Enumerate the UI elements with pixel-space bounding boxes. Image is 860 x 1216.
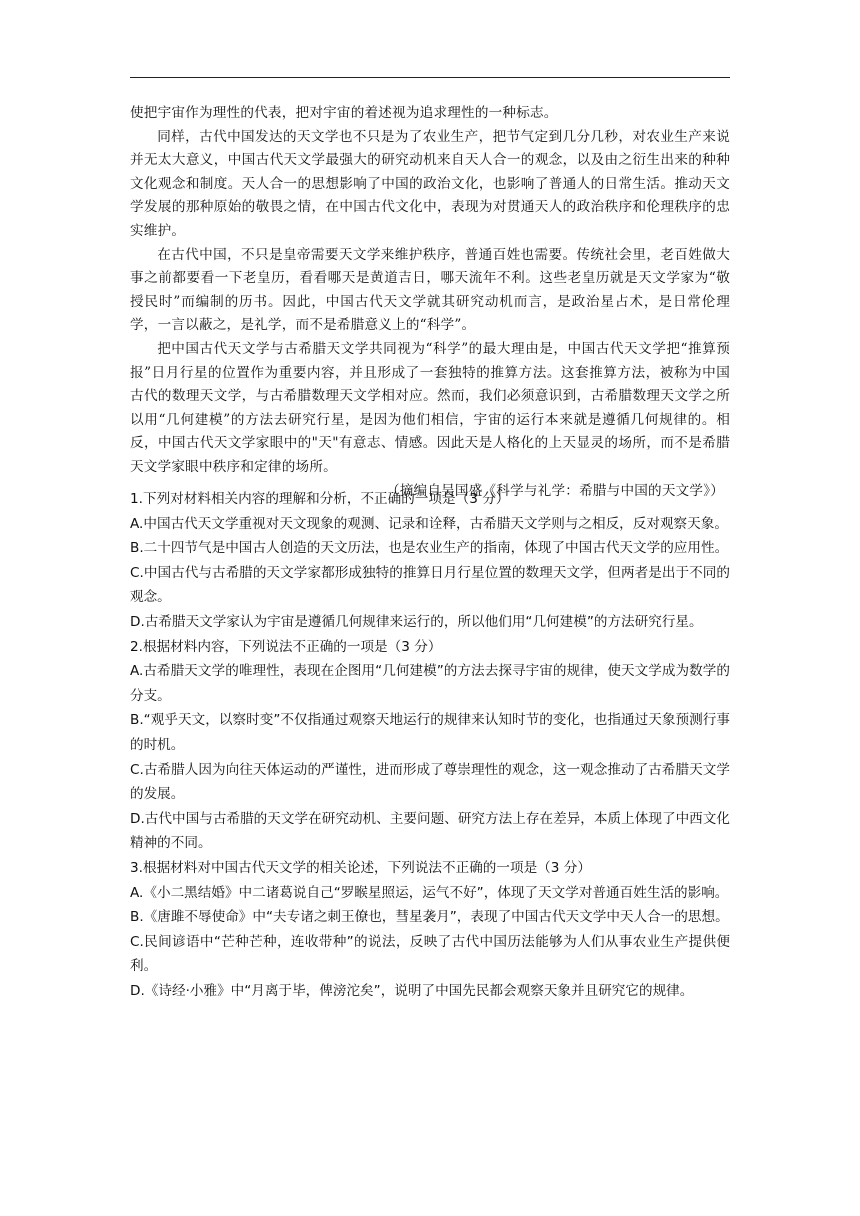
question-1 xyxy=(130,487,730,635)
passage-paragraph: 在古代中国，不只是皇帝需要天文学来维护秩序，普通百姓也需要。传统社会里，老百姓做大事之前都要看一下老皇历，看看哪天是黄道吉日，哪天流年不利。这些老皇历就是天文学家为“敬授民时”而编制的历书。因此，中国古代天文学就其研究动机而言，是政治星占术，是日常伦理学，一言以蔽之，是礼学，而不是希腊意义上的“科学”。 xyxy=(130,246,730,334)
passage-paragraph: 把中国古代天文学与古希腊天文学共同视为“科学”的最大理由是，中国古代天文学把“推算预报”日月行星的位置作为重要内容，并且形成了一套独特的推算方法。这套推算方法，被称为中国古代的数理天文学，与古希腊数理天文学相对应。然而，我们必须意识到，古希腊数理天文学之所以用“几何建模”的方法去研究行星，是因为他们相信，宇宙的运行本来就是遵循几何规律的。相反，中国古代天文学家眼中的"天"有意志、情感。因此天是人格化的上天显灵的场所，而不是希腊天文学家眼中秩序和定律的场所。 xyxy=(130,340,730,475)
question-2 xyxy=(130,635,730,856)
option-a: A.中国古代天文学重视对天文现象的观测、记录和诠释，古希腊天文学则与之相反，反对观察天象。 xyxy=(130,515,728,532)
passage xyxy=(130,102,730,503)
option-a: A.《小二黑结婚》中二诸葛说自己“罗睺星照运，运气不好”，体现了天文学对普通百姓生活的影响。 xyxy=(130,884,729,901)
question-list xyxy=(130,487,730,1003)
header-rule xyxy=(130,77,730,78)
passage-paragraph: 使把宇宙作为理性的代表，把对宇宙的着述视为追求理性的一种标志。 xyxy=(130,105,558,121)
question-stem: 3.根据材料对中国古代天文学的相关论述，下列说法不正确的一项是（3 分） xyxy=(130,859,591,876)
option-c: C.古希腊人因为向往天体运动的严谨性，进而形成了尊崇理性的观念，这一观念推动了古希腊天文学的发展。 xyxy=(130,761,730,803)
passage-source: （摘编自吴国盛《科学与礼学：希腊与中国的天文学》） xyxy=(385,482,724,499)
option-b: B.“观乎天文，以察时变”不仅指通过观察天地运行的规律来认知时节的变化，也指通过天象预测行事的时机。 xyxy=(130,712,730,753)
question-stem: 2.根据材料内容，下列说法不正确的一项是（3 分） xyxy=(130,638,442,655)
option-c: C.中国古代与古希腊的天文学家都形成独特的推算日月行星位置的数理天文学，但两者是出于不同的观念。 xyxy=(130,564,730,606)
option-d: D.古希腊天文学家认为宇宙是遵循几何规律来运行的，所以他们用“几何建模”的方法研究行星。 xyxy=(130,613,703,630)
question-3 xyxy=(130,856,730,1004)
option-b: B.《唐雎不辱使命》中“夫专诸之刺王僚也，彗星袭月”，表现了中国古代天文学中天人合一的思想。 xyxy=(130,909,729,926)
option-c: C.民间谚语中“芒种芒种，连收带种”的说法，反映了古代中国历法能够为人们从事农业生产提供便利。 xyxy=(130,933,730,975)
option-a: A.古希腊天文学的唯理性，表现在企图用“几何建模”的方法去探寻宇宙的规律，使天文学成为数学的分支。 xyxy=(130,663,730,704)
option-b: B.二十四节气是中国古人创造的天文历法，也是农业生产的指南，体现了中国古代天文学的应用性。 xyxy=(130,540,729,557)
option-d: D.古代中国与古希腊的天文学在研究动机、主要问题、研究方法上存在差异，本质上体现了中西文化精神的不同。 xyxy=(130,810,730,852)
passage-paragraph: 同样，古代中国发达的天文学也不只是为了农业生产，把节气定到几分几秒，对农业生产来说并无太大意义，中国古代天文学最强大的研究动机来自天人合一的观念，以及由之衍生出来的种种文化观念和制度。天人合一的思想影响了中国的政治文化，也影响了普通人的日常生活。推动天文学发展的那种原始的敬畏之情，在中国古代文化中，表现为对贯通天人的政治秩序和伦理秩序的忠实维护。 xyxy=(130,128,730,239)
option-d: D.《诗经·小雅》中“月离于毕，俾滂沱矣”，说明了中国先民都会观察天象并且研究它的规律。 xyxy=(130,982,694,999)
question-stem: 1.下列对材料相关内容的理解和分析，不正确的一项是（3 分） xyxy=(130,491,510,507)
